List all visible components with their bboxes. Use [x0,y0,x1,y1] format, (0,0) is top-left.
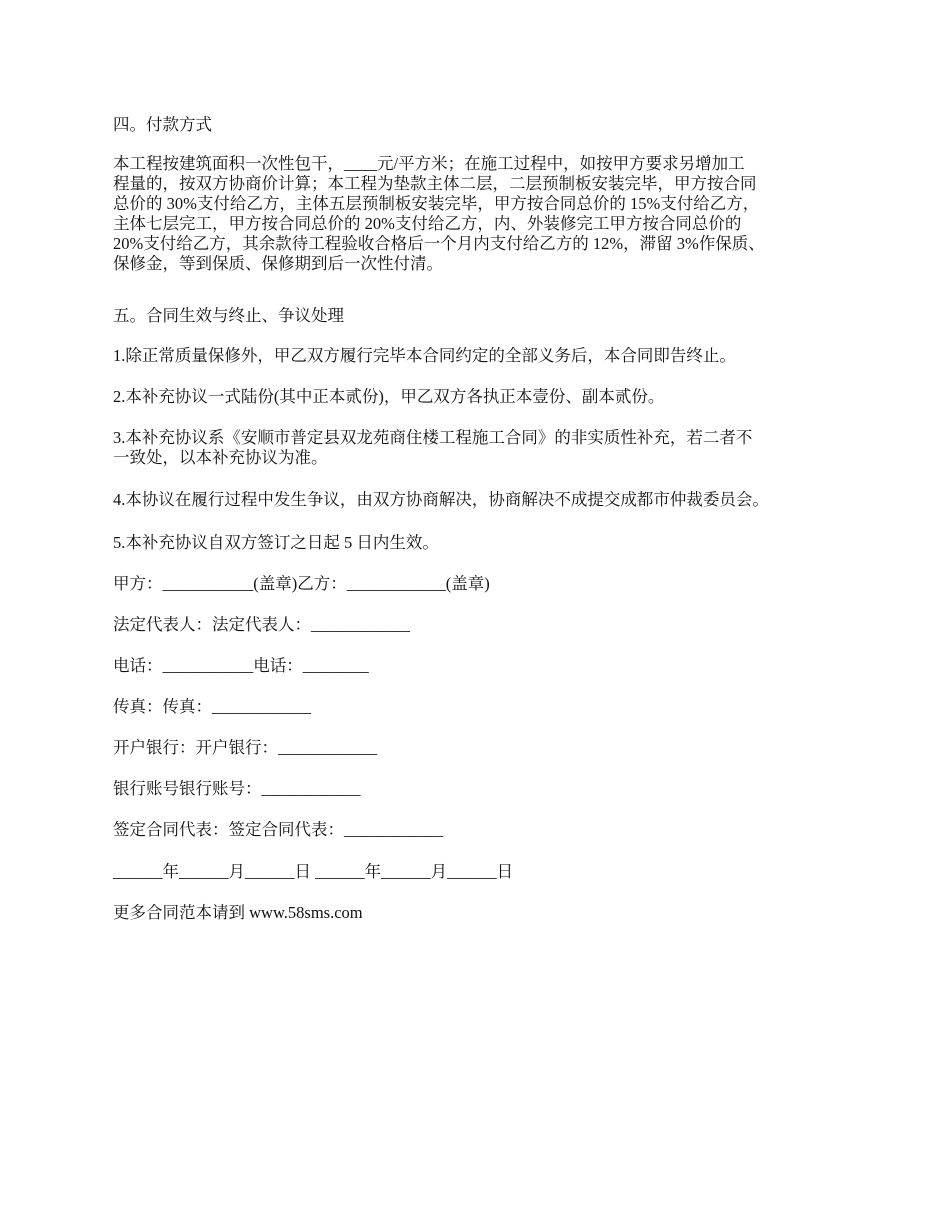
section-4-line: 程量的，按双方协商价计算；本工程为垫款主体二层，二层预制板安装完毕，甲方按合同 [113,174,757,193]
section-4-line: 保修金，等到保质、保修期到后一次性付清。 [113,254,443,273]
section-4-line: 20%支付给乙方，其余款待工程验收合格后一个月内支付给乙方的 12%，滞留 3%作保质、 [113,234,765,253]
signature-phone-line: 电话：___________电话：________ [113,656,369,675]
clause-3-line: 3.本补充协议系《安顺市普定县双龙苑商住楼工程施工合同》的非实质性补充，若二者不 [113,428,753,447]
section-4-line: 本工程按建筑面积一次性包干，____元/平方米；在施工过程中，如按甲方要求另增加工 [113,154,745,173]
clause-1: 1.除正常质量保修外，甲乙双方履行完毕本合同约定的全部义务后，本合同即告终止。 [113,346,736,365]
signature-account-line: 银行账号银行账号：____________ [113,779,361,798]
clause-3-line: 一致处，以本补充协议为准。 [113,448,328,467]
clause-2: 2.本补充协议一式陆份(其中正本贰份)，甲乙双方各执正本壹份、副本贰份。 [113,387,665,406]
clause-3 [113,428,853,468]
section-4-line: 总价的 30%支付给乙方，主体五层预制板安装完毕，甲方按合同总价的 15%支付给乙方， [113,194,760,213]
signature-representative-line: 法定代表人：法定代表人：____________ [113,615,410,634]
signature-bank-line: 开户银行：开户银行：____________ [113,738,377,757]
section-4-line: 主体七层完工，甲方按合同总价的 20%支付给乙方，内、外装修完工甲方按合同总价的 [113,214,742,233]
signature-date-line: ______年______月______日 ______年______月______日 [113,862,514,881]
clause-4: 4.本协议在履行过程中发生争议，由双方协商解决，协商解决不成提交成都市仲裁委员会。 [113,490,769,509]
section-4-body [113,154,853,274]
signature-party-line: 甲方：___________(盖章)乙方：____________(盖章) [113,574,490,593]
section-4-heading: 四。付款方式 [113,115,212,134]
signature-signer-line: 签定合同代表：签定合同代表：____________ [113,820,443,839]
signature-fax-line: 传真：传真：____________ [113,697,311,716]
footer-note: 更多合同范本请到 www.58sms.com [113,903,363,922]
clause-5: 5.本补充协议自双方签订之日起 5 日内生效。 [113,533,439,552]
section-5-heading: 五。合同生效与终止、争议处理 [113,306,344,325]
